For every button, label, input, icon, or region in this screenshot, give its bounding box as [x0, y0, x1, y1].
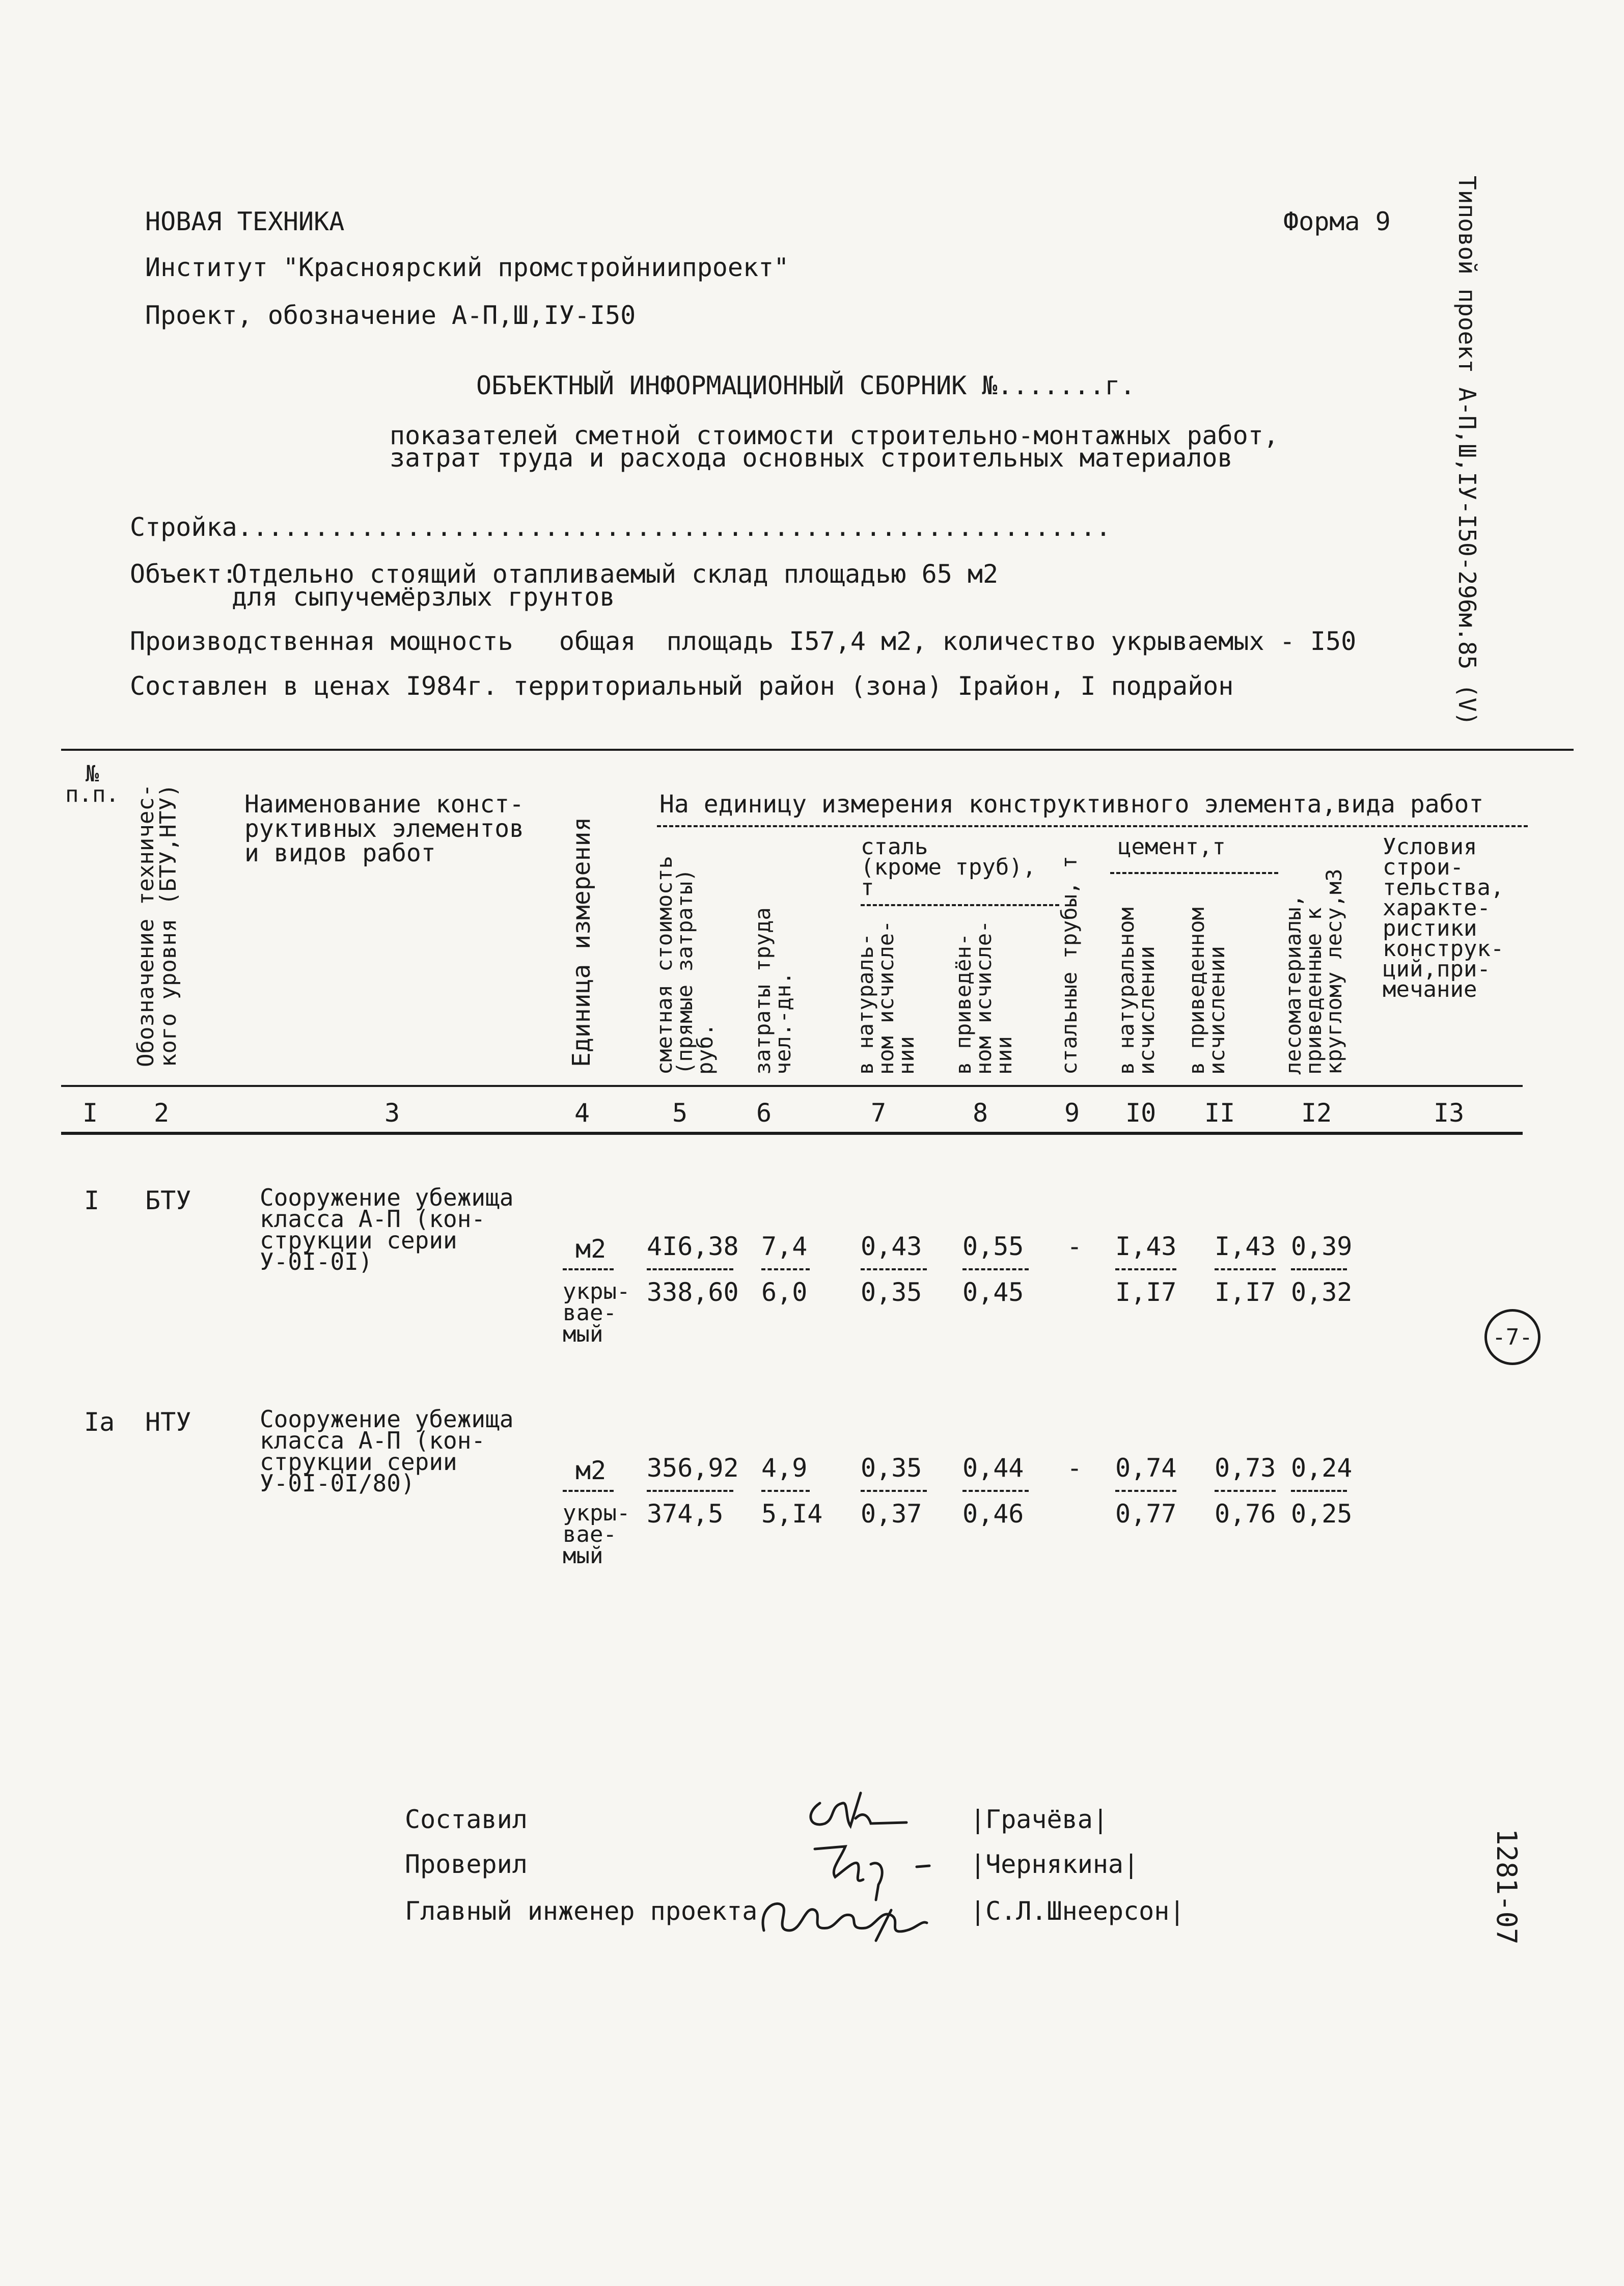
row-name: Сооружение убежища класса А-П (кон- струкции серии У-0I-0I) — [260, 1184, 514, 1275]
project-line: Проект, обозначение А-П,Ш,IУ-I50 — [145, 301, 636, 330]
row-value-secondary: 338,60 — [647, 1277, 739, 1307]
row-value-secondary: 0,46 — [962, 1499, 1024, 1529]
group-head: На единицу измерения конструктивного элемента,вида работ — [659, 790, 1484, 819]
chief-name: |С.Л.Шнеерсон| — [970, 1896, 1185, 1926]
row-value-primary: 7,4 — [761, 1232, 808, 1261]
row-value-secondary: 374,5 — [647, 1499, 724, 1529]
row-value-primary: - — [1067, 1453, 1083, 1483]
cement-head: цемент,т — [1118, 834, 1226, 860]
value-separator — [647, 1268, 733, 1270]
row-value-secondary: 0,25 — [1291, 1499, 1353, 1529]
row-value-primary: 0,35 — [861, 1453, 922, 1483]
column-number: I0 — [1125, 1098, 1157, 1128]
value-separator — [761, 1490, 810, 1492]
value-separator — [1215, 1268, 1276, 1270]
row-value-primary: - — [1067, 1232, 1083, 1261]
column-number: 7 — [871, 1098, 887, 1128]
cement-sub-rule — [1110, 872, 1278, 874]
column-number: I3 — [1434, 1098, 1465, 1128]
col-level-head: Обозначение техничес- кого уровня (БТУ,НТУ) — [133, 783, 181, 1067]
col-unit-head: Единица измерения — [567, 817, 596, 1067]
row-value-primary: 0,44 — [962, 1453, 1024, 1483]
row-number: Iа — [84, 1407, 115, 1437]
row-number: I — [84, 1186, 100, 1215]
row-value-primary: 0,24 — [1291, 1453, 1353, 1483]
col-steel-nat-head: в натураль- ном исчисле- нии — [853, 920, 919, 1075]
capacity-line: Производственная мощность общая площадь I57,4 м2, количество укрываемых - I50 — [130, 627, 1357, 656]
row-unit-2: укры- вае- мый — [563, 1500, 630, 1569]
page-number-stamp: -7- — [1484, 1309, 1540, 1365]
col-timber-head: лесоматериалы, приведенные к круглому лесу,м3 — [1281, 868, 1346, 1075]
value-separator — [1291, 1490, 1347, 1492]
value-separator — [1215, 1490, 1276, 1492]
table-head-rule — [61, 1085, 1523, 1087]
row-value-secondary: 0,37 — [861, 1499, 922, 1529]
row-value-secondary: I,I7 — [1215, 1277, 1276, 1307]
value-separator — [563, 1490, 614, 1492]
institute-line: Институт "Красноярский промстройниипроект" — [145, 253, 789, 282]
row-value-primary: 0,55 — [962, 1232, 1024, 1261]
row-value-secondary: 0,77 — [1115, 1499, 1177, 1529]
column-number: 5 — [672, 1098, 688, 1128]
org-line: НОВАЯ ТЕХНИКА — [145, 207, 345, 236]
value-separator — [1115, 1268, 1176, 1270]
row-value-primary: 4,9 — [761, 1453, 808, 1483]
column-number: 6 — [756, 1098, 772, 1128]
value-separator — [1115, 1490, 1176, 1492]
row-unit-2: укры- вае- мый — [563, 1278, 630, 1347]
column-number: II — [1204, 1098, 1235, 1128]
row-value-primary: 356,92 — [647, 1453, 739, 1483]
object-line-1: Отдельно стоящий отапливаемый склад площадью 65 м2 — [232, 559, 999, 589]
column-number: I2 — [1301, 1098, 1332, 1128]
row-value-primary: I,43 — [1115, 1232, 1177, 1261]
stroyka-line: Стройка......................................................... — [130, 512, 1111, 542]
col-pipes-head: стальные трубы, т — [1057, 856, 1082, 1075]
table-numbers-rule — [61, 1132, 1523, 1135]
value-separator — [761, 1268, 810, 1270]
document-title: ОБЪЕКТНЫЙ ИНФОРМАЦИОННЫЙ СБОРНИК №.......г. — [476, 371, 1136, 400]
column-number: 9 — [1064, 1098, 1080, 1128]
col-num-head: № п.п. — [65, 761, 119, 807]
row-value-primary: 0,43 — [861, 1232, 922, 1261]
row-unit-1: м2 — [575, 1234, 607, 1264]
row-unit-1: м2 — [575, 1456, 607, 1485]
row-value-secondary: 0,32 — [1291, 1277, 1353, 1307]
value-separator — [563, 1268, 614, 1270]
checked-label: Проверил — [405, 1849, 528, 1879]
row-name: Сооружение убежища класса А-П (кон- струкции серии У-0I-0I/80) — [260, 1405, 514, 1497]
row-level: НТУ — [145, 1407, 191, 1437]
value-separator — [647, 1490, 733, 1492]
handwritten-signatures — [754, 1783, 968, 1946]
side-project-label: Типовой проект А-П,Ш,IУ-I50-296м.85 (V) — [1453, 176, 1481, 726]
value-separator — [962, 1490, 1029, 1492]
steel-sub-rule — [861, 904, 1059, 906]
document-subtitle-2: затрат труда и расхода основных строительных материалов — [390, 443, 1233, 473]
col-labour-head: затраты труда чел.-дн. — [750, 907, 795, 1075]
column-number: 2 — [154, 1098, 170, 1128]
row-level: БТУ — [145, 1186, 191, 1215]
row-value-primary: 4I6,38 — [647, 1232, 739, 1261]
column-number: 3 — [384, 1098, 400, 1128]
row-value-secondary: 0,76 — [1215, 1499, 1276, 1529]
col-cement-red-head: в приведенном исчислении — [1184, 907, 1229, 1075]
column-number: I — [82, 1098, 98, 1128]
object-line-2: для сыпучемёрзлых грунтов — [232, 582, 615, 612]
row-value-primary: I,43 — [1215, 1232, 1276, 1261]
value-separator — [861, 1490, 927, 1492]
col-steel-red-head: в приведён- ном исчисле- нии — [951, 920, 1016, 1075]
document-number: 1281-07 — [1491, 1829, 1523, 1945]
group-head-rule — [657, 825, 1528, 827]
col-notes-head: Условия строи- тельства, характе- ристики конструк- ций,при- мечание — [1383, 834, 1504, 1002]
column-number: 4 — [574, 1098, 590, 1128]
row-value-secondary: 6,0 — [761, 1277, 808, 1307]
col-name-head: Наименование конст- руктивных элементов и видов работ — [244, 790, 525, 867]
chief-label: Главный инженер проекта — [405, 1896, 758, 1926]
prices-line: Составлен в ценах I984г. территориальный район (зона) Iрайон, I подрайон — [130, 671, 1234, 701]
steel-head: сталь (кроме труб), т — [861, 834, 1036, 901]
row-value-secondary: 0,45 — [962, 1277, 1024, 1307]
document-subtitle-1: показателей сметной стоимости строительно-монтажных работ, — [390, 421, 1279, 450]
column-number: 8 — [973, 1098, 988, 1128]
value-separator — [1291, 1268, 1347, 1270]
composed-label: Составил — [405, 1805, 528, 1834]
row-value-primary: 0,74 — [1115, 1453, 1177, 1483]
form-number: Форма 9 — [1283, 207, 1391, 236]
row-value-secondary: 0,35 — [861, 1277, 922, 1307]
col-cement-nat-head: в натуральном исчислении — [1114, 907, 1159, 1075]
row-value-secondary: 5,I4 — [761, 1499, 823, 1529]
value-separator — [861, 1268, 927, 1270]
composed-name: |Грачёва| — [970, 1805, 1108, 1834]
row-value-secondary: I,I7 — [1115, 1277, 1177, 1307]
table-top-rule — [61, 749, 1574, 751]
col-cost-head: сметная стоимость (прямые затраты) руб. — [652, 856, 718, 1075]
row-value-primary: 0,73 — [1215, 1453, 1276, 1483]
value-separator — [962, 1268, 1029, 1270]
row-value-primary: 0,39 — [1291, 1232, 1353, 1261]
object-label: Объект: — [130, 559, 237, 589]
checked-name: |Чернякина| — [970, 1849, 1139, 1879]
